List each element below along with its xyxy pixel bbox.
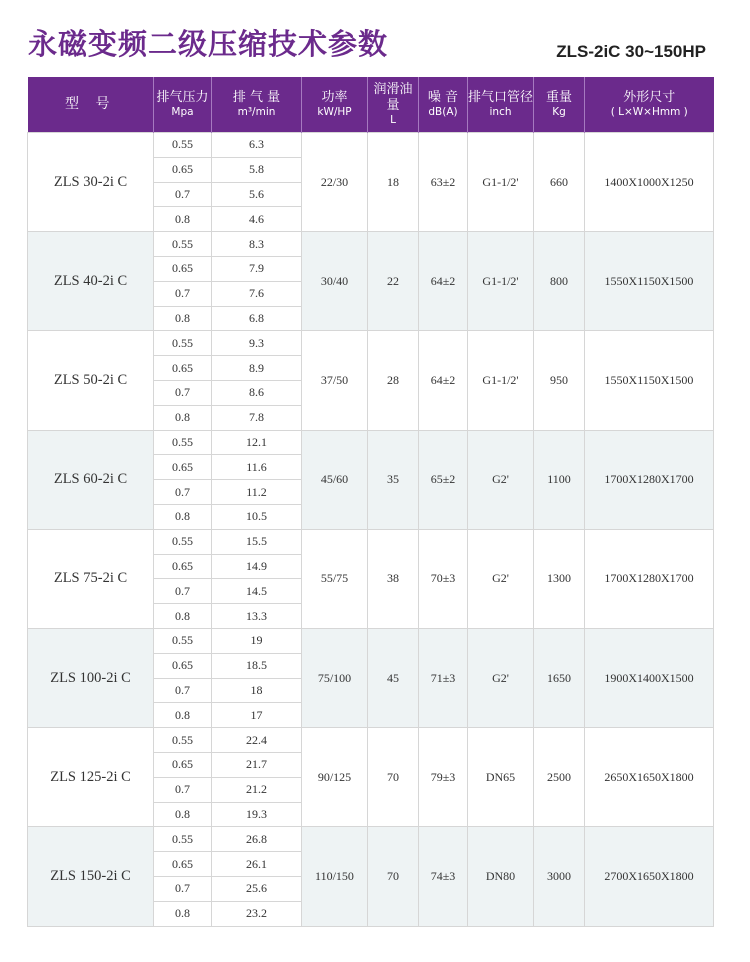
flow-cell: 7.6 <box>212 281 302 306</box>
flow-cell: 18 <box>212 678 302 703</box>
pressure-cell: 0.7 <box>154 777 212 802</box>
weight-cell: 950 <box>534 331 585 430</box>
flow-cell: 4.6 <box>212 207 302 232</box>
column-header-pipe: 排气口管径 inch <box>468 77 534 133</box>
size-cell: 2700X1650X1800 <box>585 827 714 926</box>
oil-cell: 18 <box>368 133 419 232</box>
pressure-cell: 0.8 <box>154 405 212 430</box>
power-cell: 37/50 <box>302 331 368 430</box>
noise-cell: 64±2 <box>419 232 468 331</box>
pressure-cell: 0.8 <box>154 604 212 629</box>
column-header-weight: 重量 Kg <box>534 77 585 133</box>
noise-cell: 70±3 <box>419 529 468 628</box>
weight-cell: 1300 <box>534 529 585 628</box>
size-cell: 1700X1280X1700 <box>585 529 714 628</box>
pressure-cell: 0.7 <box>154 281 212 306</box>
flow-cell: 5.8 <box>212 157 302 182</box>
column-header-model: 型 号 <box>28 77 154 133</box>
pressure-cell: 0.55 <box>154 628 212 653</box>
oil-cell: 70 <box>368 728 419 827</box>
pressure-cell: 0.8 <box>154 703 212 728</box>
pipe-cell: DN65 <box>468 728 534 827</box>
power-cell: 30/40 <box>302 232 368 331</box>
table-row <box>28 133 714 158</box>
model-group <box>28 827 714 926</box>
pipe-cell: G1-1/2' <box>468 232 534 331</box>
pipe-cell: G2' <box>468 430 534 529</box>
model-name: ZLS 100-2i C <box>28 628 154 727</box>
pressure-cell: 0.7 <box>154 480 212 505</box>
model-name: ZLS 125-2i C <box>28 728 154 827</box>
pressure-cell: 0.65 <box>154 256 212 281</box>
pressure-cell: 0.7 <box>154 678 212 703</box>
model-name: ZLS 60-2i C <box>28 430 154 529</box>
pressure-cell: 0.65 <box>154 157 212 182</box>
flow-cell: 11.6 <box>212 455 302 480</box>
size-cell: 1550X1150X1500 <box>585 232 714 331</box>
size-cell: 1400X1000X1250 <box>585 133 714 232</box>
pipe-cell: G1-1/2' <box>468 133 534 232</box>
model-name: ZLS 150-2i C <box>28 827 154 926</box>
flow-cell: 26.1 <box>212 852 302 877</box>
column-header-noise: 噪 音 dB(A) <box>419 77 468 133</box>
flow-cell: 21.2 <box>212 777 302 802</box>
size-cell: 1550X1150X1500 <box>585 331 714 430</box>
flow-cell: 19 <box>212 628 302 653</box>
spec-table <box>27 77 714 927</box>
flow-cell: 23.2 <box>212 901 302 926</box>
pressure-cell: 0.55 <box>154 827 212 852</box>
pressure-cell: 0.55 <box>154 232 212 257</box>
flow-cell: 18.5 <box>212 653 302 678</box>
power-cell: 55/75 <box>302 529 368 628</box>
oil-cell: 35 <box>368 430 419 529</box>
power-cell: 75/100 <box>302 628 368 727</box>
model-code: ZLS-2iC 30~150HP <box>556 42 706 61</box>
flow-cell: 8.6 <box>212 380 302 405</box>
flow-cell: 12.1 <box>212 430 302 455</box>
flow-cell: 6.3 <box>212 133 302 158</box>
oil-cell: 28 <box>368 331 419 430</box>
table-row <box>28 728 714 753</box>
weight-cell: 3000 <box>534 827 585 926</box>
flow-cell: 22.4 <box>212 728 302 753</box>
size-cell: 1700X1280X1700 <box>585 430 714 529</box>
flow-cell: 17 <box>212 703 302 728</box>
flow-cell: 9.3 <box>212 331 302 356</box>
flow-cell: 25.6 <box>212 876 302 901</box>
pressure-cell: 0.55 <box>154 430 212 455</box>
column-header-size: 外形尺寸 ( L×W×Hmm ) <box>585 77 714 133</box>
flow-cell: 15.5 <box>212 529 302 554</box>
pipe-cell: DN80 <box>468 827 534 926</box>
flow-cell: 5.6 <box>212 182 302 207</box>
flow-cell: 10.5 <box>212 504 302 529</box>
model-name: ZLS 40-2i C <box>28 232 154 331</box>
size-cell: 2650X1650X1800 <box>585 728 714 827</box>
pipe-cell: G1-1/2' <box>468 331 534 430</box>
pressure-cell: 0.55 <box>154 331 212 356</box>
pressure-cell: 0.65 <box>154 752 212 777</box>
model-group <box>28 628 714 727</box>
pressure-cell: 0.8 <box>154 901 212 926</box>
header-row <box>28 77 714 133</box>
noise-cell: 63±2 <box>419 133 468 232</box>
table-row <box>28 529 714 554</box>
weight-cell: 1650 <box>534 628 585 727</box>
pressure-cell: 0.55 <box>154 133 212 158</box>
column-header-pressure: 排气压力 Mpa <box>154 77 212 133</box>
noise-cell: 65±2 <box>419 430 468 529</box>
model-group <box>28 728 714 827</box>
pressure-cell: 0.7 <box>154 876 212 901</box>
model-name: ZLS 30-2i C <box>28 133 154 232</box>
weight-cell: 1100 <box>534 430 585 529</box>
table-row <box>28 331 714 356</box>
power-cell: 45/60 <box>302 430 368 529</box>
flow-cell: 26.8 <box>212 827 302 852</box>
flow-cell: 8.9 <box>212 356 302 381</box>
power-cell: 110/150 <box>302 827 368 926</box>
size-cell: 1900X1400X1500 <box>585 628 714 727</box>
table-row <box>28 232 714 257</box>
model-group <box>28 430 714 529</box>
pressure-cell: 0.8 <box>154 802 212 827</box>
pipe-cell: G2' <box>468 529 534 628</box>
pressure-cell: 0.65 <box>154 653 212 678</box>
pressure-cell: 0.8 <box>154 207 212 232</box>
column-header-power: 功率 kW/HP <box>302 77 368 133</box>
pressure-cell: 0.8 <box>154 504 212 529</box>
model-name: ZLS 50-2i C <box>28 331 154 430</box>
table-row <box>28 628 714 653</box>
column-header-oil: 润滑油量 L <box>368 77 419 133</box>
weight-cell: 660 <box>534 133 585 232</box>
pipe-cell: G2' <box>468 628 534 727</box>
pressure-cell: 0.55 <box>154 529 212 554</box>
noise-cell: 64±2 <box>419 331 468 430</box>
flow-cell: 7.9 <box>212 256 302 281</box>
pressure-cell: 0.7 <box>154 380 212 405</box>
flow-cell: 8.3 <box>212 232 302 257</box>
pressure-cell: 0.8 <box>154 306 212 331</box>
weight-cell: 800 <box>534 232 585 331</box>
model-group <box>28 529 714 628</box>
table-row <box>28 430 714 455</box>
flow-cell: 14.9 <box>212 554 302 579</box>
flow-cell: 14.5 <box>212 579 302 604</box>
flow-cell: 13.3 <box>212 604 302 629</box>
pressure-cell: 0.65 <box>154 852 212 877</box>
pressure-cell: 0.7 <box>154 182 212 207</box>
model-group <box>28 232 714 331</box>
noise-cell: 74±3 <box>419 827 468 926</box>
flow-cell: 19.3 <box>212 802 302 827</box>
pressure-cell: 0.7 <box>154 579 212 604</box>
model-name: ZLS 75-2i C <box>28 529 154 628</box>
page-title: 永磁变频二级压缩技术参数 <box>28 27 389 61</box>
noise-cell: 79±3 <box>419 728 468 827</box>
power-cell: 22/30 <box>302 133 368 232</box>
pressure-cell: 0.65 <box>154 455 212 480</box>
pressure-cell: 0.65 <box>154 356 212 381</box>
flow-cell: 21.7 <box>212 752 302 777</box>
oil-cell: 45 <box>368 628 419 727</box>
flow-cell: 11.2 <box>212 480 302 505</box>
weight-cell: 2500 <box>534 728 585 827</box>
pressure-cell: 0.55 <box>154 728 212 753</box>
table-row <box>28 827 714 852</box>
oil-cell: 38 <box>368 529 419 628</box>
oil-cell: 70 <box>368 827 419 926</box>
noise-cell: 71±3 <box>419 628 468 727</box>
oil-cell: 22 <box>368 232 419 331</box>
model-group <box>28 133 714 232</box>
flow-cell: 6.8 <box>212 306 302 331</box>
flow-cell: 7.8 <box>212 405 302 430</box>
column-header-flow: 排 气 量 m³/min <box>212 77 302 133</box>
model-group <box>28 331 714 430</box>
power-cell: 90/125 <box>302 728 368 827</box>
pressure-cell: 0.65 <box>154 554 212 579</box>
